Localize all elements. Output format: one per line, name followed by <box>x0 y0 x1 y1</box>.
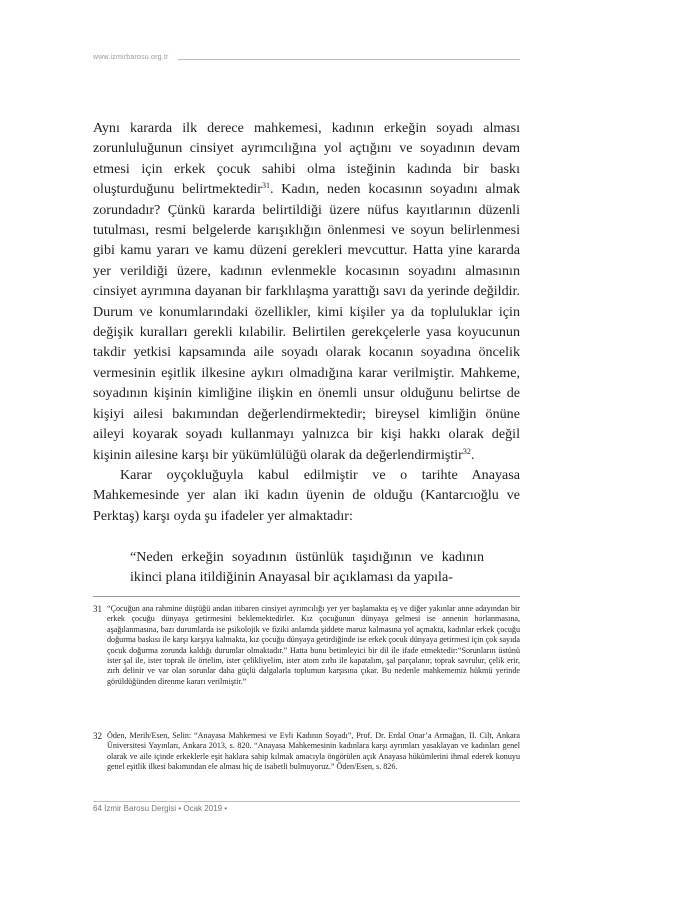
header-divider <box>178 59 520 60</box>
header-url: www.izmirbarosu.org.tr <box>93 54 169 61</box>
footnote-ref-32[interactable]: 32 <box>462 446 471 456</box>
footnote-divider <box>93 596 520 597</box>
footnote-text: Öden, Merih/Esen, Selin: “Anayasa Mahkemesi ve Evli Kadının Soyadı”, Prof. Dr. Erdal Onar’a Armağan, II. Cilt, Ankara Üniversitesi Yayınları, Ankara 2013, s. 820. “Anayasa Mahkemesinin kadınlara karşı ayrımları yasaklayan ve kadınları genel olarak ve aile içinde erkeklerle eşit haklara sahip kılmak amacıyla öngörülen açık Anayasa hükümlerini ihmal ederek konuyu genel eşitlik ilkesi bakımından ele alması hiç de isabetli bulmuyoruz.” Öden/Esen, s. 826. <box>107 731 520 772</box>
paragraph-text: Aynı kararda ilk derece mahkemesi, kadının erkeğin soyadı alması zorunluluğunun cinsiyet ayrımcılığına yol açtığını ve soyadının devam etmesi için erkek çocuk sahibi olma isteğinin kadında bir baskı oluşturduğunu belirtmektedir <box>93 120 520 198</box>
block-quote: “Neden erkeğin soyadının üstünlük taşıdığının ve kadının ikinci plana itildiğinin Anayasal bir açıklaması da yapıla- <box>130 549 484 586</box>
footnote-text: “Çocuğun ana rahmine düştüğü andan itibaren cinsiyet ayrımcılığı yer yer başlamakta eş ve diğer yakınlar anne adayından bir erkek çocuğu dünyaya getirmesini beklemektedirler. Kız çocuğunun dünyaya gelmesi ise annenin horlanmasına, aşağılanmasına, bazı durumlarda ise psikolojik ve fiziki anlamda şiddete maruz kalmasına yol açmakta, kadınlar erkek çocuğu doğurma baskısı ile karşı karşıya kalmakta, kız çocuğu dünyaya getirdiğinde ise erkek çocuk dünyaya getirmesi için çok sayıda çocuk doğurma zorunda kaldığı durumlar olmaktadır.” Hatta bunu betimleyici bir dil ile ifade etmektedir:“Sorunların üstünü ister şal ile, ister toprak ile örtelim, ister çelikliyelim, ister atom zırhı ile kapatalım, şal parçalanır, toprak savrulur, çelik erir, zırh delinir ve var olan sorunlar daha güçlü dalgalarla toplumun karşısına çıkar. Bu nedenle mahkememiz hükmü yerinde görüldüğünden direnme kararı verilmiştir.” <box>107 604 520 686</box>
footer-divider <box>93 801 520 802</box>
footnote-32 <box>93 731 520 773</box>
paragraph-text-continued: . Kadın, neden kocasının soyadını almak zorundadır? Çünkü kararda belirtildiği üzere nüfus kayıtlarının düzenli tutulması, resmi belgelerde karışıklığın önlenmesi ve soyun belirlenmesi gibi kamu yararı ve kamu düzeni gerekleri mevcuttur. Hatta yine kararda yer verildiği üzere, kadının evlenmekle kocasının soyadını almasının cinsiyet ayrımına dayanan bir farklılaşma yarattığı savı da yerinde değildir. Durum ve konumlarındaki özellikler, kimi kişiler ya da topluluklar için değişik kuralları gerekli kılabilir. Belirtilen gerekçelerle yasa koyucunun takdir yetkisi kapsamında aile soyadı olarak kocanın soyadına öncelik vermesinin eşitlik ilkesine aykırı olmadığına karar verilmiştir. Mahkeme, soyadının kişinin kimliğine ilişkin en önemli unsur olduğunu belirtse de kişiyi ailesi bakımından değerlendirmektedir; bireysel kimliğin önüne aileyi koyarak soyadı kullanmayı yalnızca bir kişi hakkı olarak değil kişinin ailesine karşı bir yükümlülüğü olarak da değerlendirmiştir <box>93 181 520 463</box>
paragraph-end: . <box>470 446 475 463</box>
footnote-ref-31[interactable]: 31 <box>262 181 270 191</box>
footnote-31 <box>93 604 520 687</box>
page-footer: 64 İzmir Barosu Dergisi • Ocak 2019 • <box>93 804 228 813</box>
body-paragraph-1 <box>93 118 520 465</box>
body-paragraph-2: Karar oyçokluğuyla kabul edilmiştir ve o tarihte Anayasa Mahkemesinde yer alan iki kadın üyenin de olduğu (Kantarcıoğlu ve Perktaş) karşı oyda şu ifadeler yer almaktadır: <box>93 467 520 524</box>
footnote-number: 32 <box>93 731 102 741</box>
footnote-number: 31 <box>93 604 102 614</box>
